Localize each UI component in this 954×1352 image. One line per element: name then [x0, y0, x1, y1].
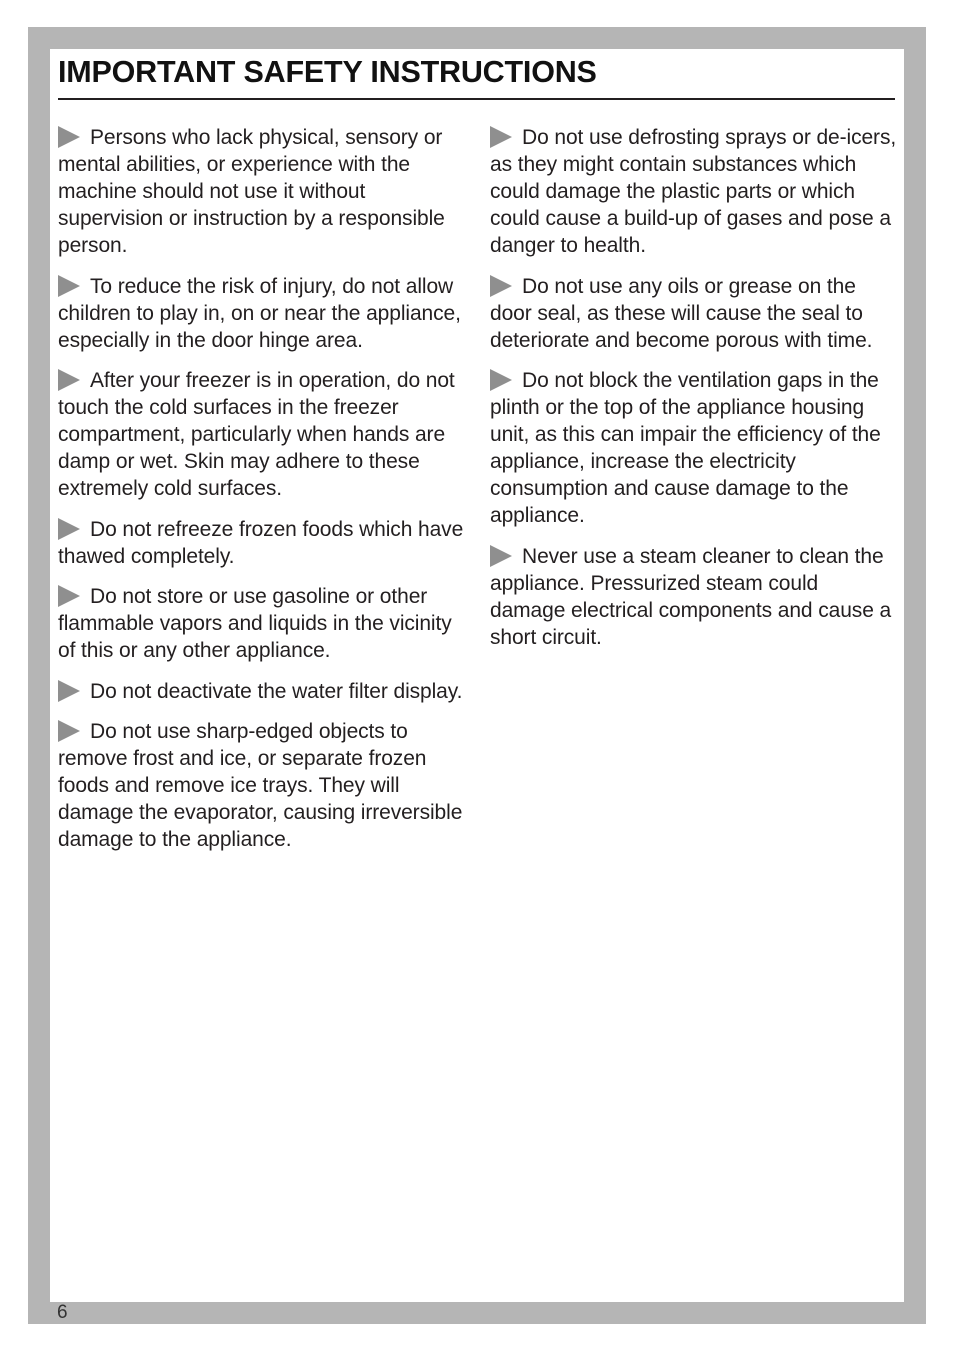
triangle-bullet-icon [490, 545, 512, 567]
triangle-bullet-icon [58, 518, 80, 540]
triangle-bullet-icon [490, 275, 512, 297]
safety-item-text: Never use a steam cleaner to clean the appliance. Pressurized steam could damage electrical components and cause a short circuit. [490, 544, 892, 649]
triangle-bullet-icon [490, 369, 512, 391]
safety-item [58, 124, 466, 259]
safety-item [490, 273, 898, 354]
triangle-bullet-icon [58, 720, 80, 742]
safety-item-text: Persons who lack physical, sensory or mental abilities, or experience with the machine should not use it without supervision or instruction by a responsible person. [58, 126, 445, 257]
safety-item-text: To reduce the risk of injury, do not allow children to play in, on or near the appliance, especially in the door hinge area. [58, 274, 461, 352]
safety-item [490, 543, 898, 651]
safety-item [490, 367, 898, 529]
triangle-bullet-icon [490, 126, 512, 148]
triangle-bullet-icon [58, 126, 80, 148]
right-column [490, 124, 898, 664]
left-column [58, 124, 466, 867]
safety-item [58, 583, 466, 664]
safety-item-text: Do not refreeze frozen foods which have thawed completely. [58, 517, 464, 568]
safety-item [58, 718, 466, 853]
safety-item-text: Do not use sharp-edged objects to remove frost and ice, or separate frozen foods and remove ice trays. They will damage the evaporator, causing irreversible damage to the appliance. [58, 720, 463, 851]
triangle-bullet-icon [58, 275, 80, 297]
safety-item [58, 516, 466, 570]
safety-item [490, 124, 898, 259]
triangle-bullet-icon [58, 369, 80, 391]
safety-item-text: After your freezer is in operation, do not touch the cold surfaces in the freezer compartment, particularly when hands are damp or wet. Skin may adhere to these extremely cold surfaces. [58, 369, 455, 500]
safety-item-text: Do not block the ventilation gaps in the plinth or the top of the appliance housing unit, as this can impair the efficiency of the appliance, increase the electricity consumption and cause damage to the appliance. [490, 369, 881, 527]
safety-item [58, 678, 466, 705]
safety-item-text: Do not store or use gasoline or other flammable vapors and liquids in the vicinity of this or any other appliance. [58, 585, 452, 662]
triangle-bullet-icon [58, 680, 80, 702]
safety-item-text: Do not deactivate the water filter display. [90, 679, 463, 703]
safety-item [58, 273, 466, 354]
triangle-bullet-icon [58, 585, 80, 607]
page-number: 6 [57, 1302, 68, 1323]
safety-item-text: Do not use defrosting sprays or de-icers, as they might contain substances which could damage the plastic parts or which could cause a build-up of gases and pose a danger to health. [490, 126, 897, 257]
title-divider [58, 98, 895, 100]
page-title: IMPORTANT SAFETY INSTRUCTIONS [58, 55, 597, 89]
safety-item-text: Do not use any oils or grease on the door seal, as these will cause the seal to deteriorate and become porous with time. [490, 274, 873, 352]
safety-item [58, 367, 466, 502]
